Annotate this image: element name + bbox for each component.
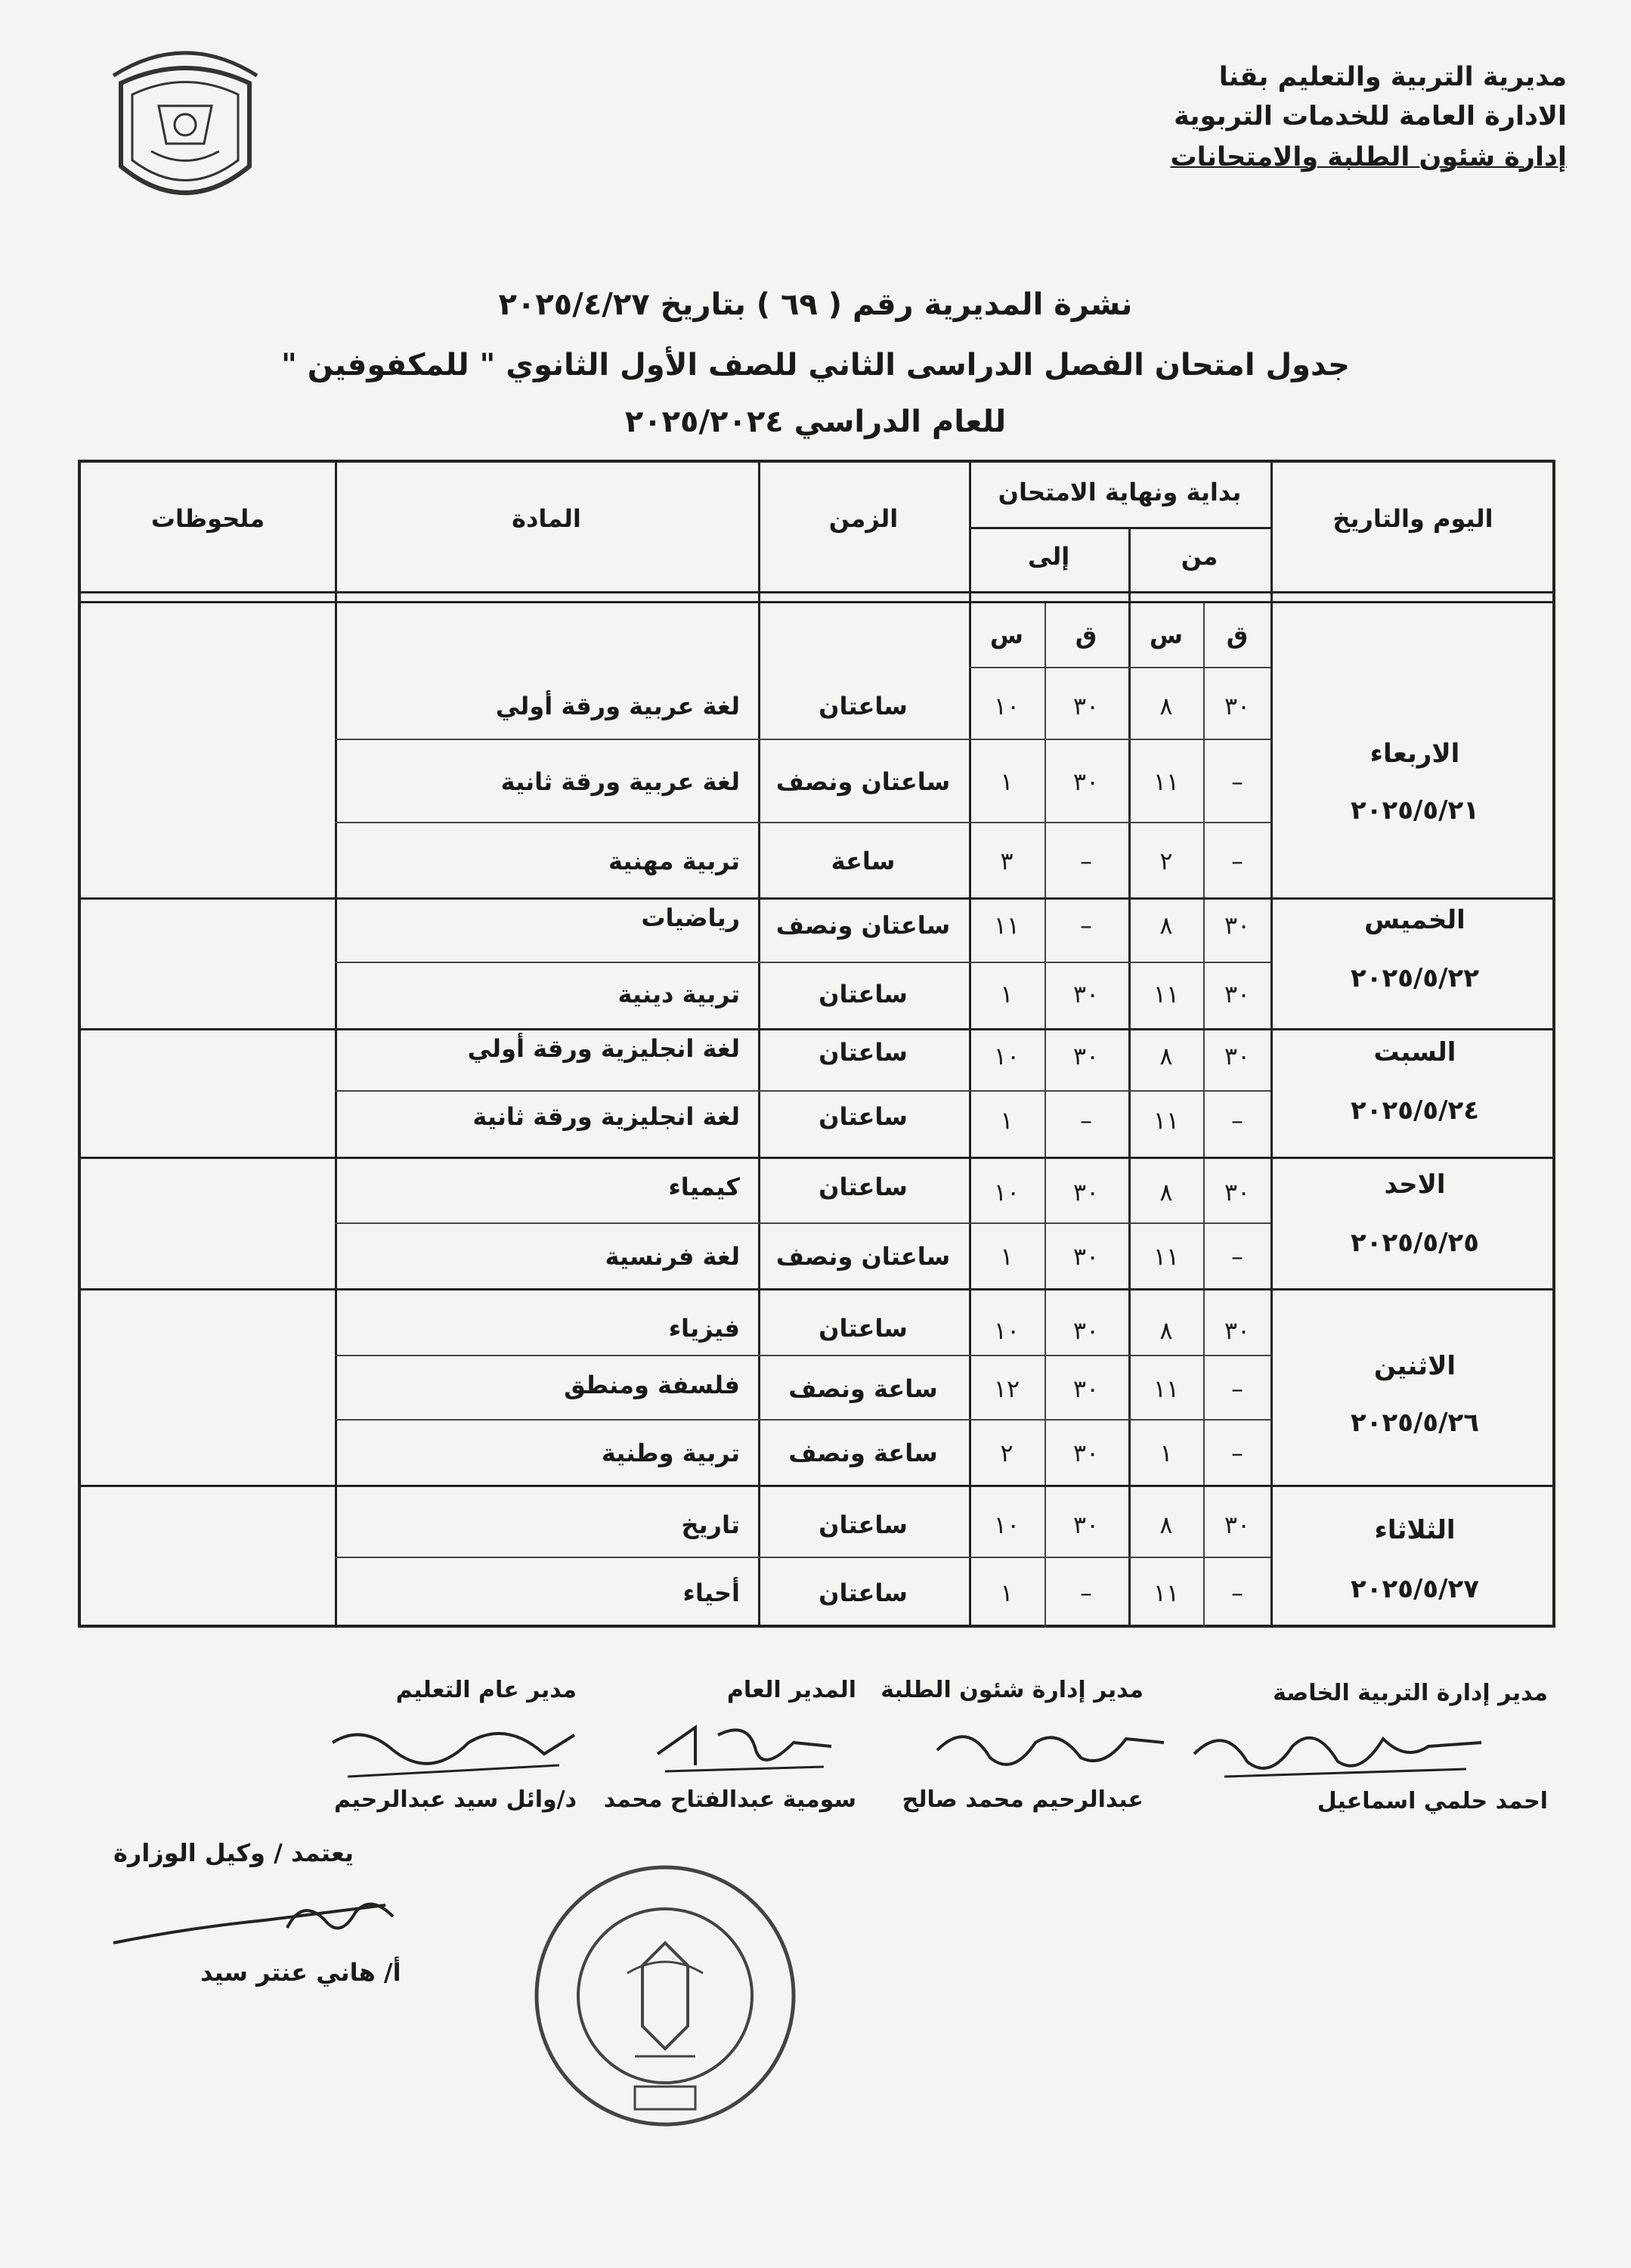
to-minute: – [1080, 847, 1092, 875]
signature-scribble [930, 1712, 1171, 1780]
to-minute: ٣٠ [1072, 1178, 1100, 1207]
exam-duration: ساعتان [819, 1173, 908, 1201]
schedule-title: جدول امتحان الفصل الدراسى الثاني للصف الأول الثانوي " للمكفوفين " [281, 348, 1350, 383]
header-notes: ملحوظات [150, 504, 265, 533]
to-hour: ١ [1000, 1242, 1014, 1271]
from-minute: – [1231, 767, 1243, 796]
to-hour: ٢ [1000, 1439, 1014, 1467]
to-hour: ١ [1000, 1579, 1014, 1607]
exam-subject: أحياء [682, 1579, 740, 1607]
to-hour: ١٠ [993, 1510, 1020, 1539]
to-hour: ١٠ [993, 1042, 1020, 1070]
to-minute: ٣٠ [1072, 1510, 1100, 1539]
approval-signature [98, 1875, 416, 1966]
from-hour: ١١ [1153, 1106, 1180, 1135]
header-from: من [1181, 542, 1218, 571]
exam-subject: كيمياء [668, 1173, 740, 1201]
ministry-logo-icon [91, 30, 280, 227]
from-minute: – [1231, 1242, 1243, 1271]
from-minute: – [1231, 847, 1243, 875]
exam-subject: تربية دينية [617, 980, 740, 1009]
exam-duration: ساعتان [819, 1038, 908, 1067]
from-minute: – [1231, 1579, 1243, 1607]
to-hour: ١ [1000, 1106, 1014, 1135]
day-name: الاثنين [1373, 1351, 1456, 1381]
from-hour: ٨ [1159, 911, 1173, 940]
from-hour: ٨ [1159, 692, 1173, 720]
to-minute: ٣٠ [1072, 1439, 1100, 1467]
exam-duration: ساعة ونصف [788, 1374, 938, 1403]
from-hour: ٨ [1159, 1316, 1173, 1345]
header-subject: المادة [512, 504, 581, 533]
exam-duration: ساعتان [819, 1314, 908, 1343]
day-name: الخميس [1364, 905, 1465, 935]
from-hour: ١١ [1153, 1242, 1180, 1271]
exam-duration: ساعتان [819, 1579, 908, 1607]
exam-duration: ساعتان [819, 692, 908, 720]
exam-subject: لغة انجليزية ورقة أولي [467, 1034, 740, 1063]
exam-duration: ساعتان [819, 1102, 908, 1131]
to-minute: ٣٠ [1072, 1374, 1100, 1403]
to-hour: ١ [1000, 767, 1014, 796]
signatory-name: د/وائل سيد عبدالرحيم [334, 1786, 577, 1813]
to-hour: ١٠ [993, 1178, 1020, 1207]
signatory-name: عبدالرحيم محمد صالح [902, 1786, 1144, 1813]
exam-duration: ساعة [831, 847, 896, 875]
header-day-date: اليوم والتاريخ [1332, 504, 1493, 533]
exam-subject: تاريخ [681, 1510, 740, 1539]
day-name: السبت [1373, 1037, 1456, 1067]
to-hour: ١ [1000, 980, 1014, 1009]
from-hour: ١١ [1153, 1579, 1180, 1607]
from-hour: ٨ [1159, 1510, 1173, 1539]
unit-hour: س [989, 621, 1024, 649]
exam-duration: ساعتان [819, 980, 908, 1009]
to-hour: ١٠ [993, 692, 1020, 720]
to-hour: ٣ [1000, 847, 1014, 875]
from-minute: ٣٠ [1224, 692, 1251, 720]
exam-subject: لغة عربية ورقة ثانية [500, 767, 740, 796]
to-minute: – [1080, 1106, 1092, 1135]
exam-subject: لغة فرنسية [605, 1242, 740, 1271]
unit-hour: س [1149, 621, 1184, 649]
exam-duration: ساعتان ونصف [775, 911, 951, 940]
header-start-end: بداية ونهاية الامتحان [998, 478, 1242, 507]
bulletin-title: نشرة المديرية رقم ( ٦٩ ) بتاريخ ٢٠٢٥/٤/٢٧ [498, 287, 1133, 322]
header-duration: الزمن [828, 504, 899, 533]
official-stamp-icon [529, 1860, 801, 2132]
day-date: ٢٠٢٥/٥/٢١ [1350, 795, 1480, 826]
signatory-name: احمد حلمي اسماعيل [1317, 1788, 1548, 1814]
day-date: ٢٠٢٥/٥/٢٧ [1350, 1574, 1480, 1604]
exam-duration: ساعتان ونصف [775, 767, 951, 796]
academic-year-title: للعام الدراسي ٢٠٢٥/٢٠٢٤ [624, 404, 1007, 439]
to-minute: ٣٠ [1072, 1242, 1100, 1271]
from-minute: – [1231, 1439, 1243, 1467]
exam-subject: لغة انجليزية ورقة ثانية [472, 1102, 740, 1131]
exam-duration: ساعة ونصف [788, 1439, 938, 1467]
from-minute: ٣٠ [1224, 1178, 1251, 1207]
signature-scribble [317, 1712, 590, 1788]
from-hour: ٨ [1159, 1042, 1173, 1070]
from-minute: ٣٠ [1224, 1316, 1251, 1345]
day-name: الثلاثاء [1374, 1515, 1456, 1545]
unit-minute: ق [1226, 621, 1249, 649]
signature-scribble [1179, 1709, 1496, 1792]
from-minute: – [1231, 1106, 1243, 1135]
general-administration-name: الادارة العامة للخدمات التربوية [1174, 101, 1567, 132]
signature-scribble [650, 1712, 846, 1780]
exam-subject: لغة عربية ورقة أولي [495, 692, 740, 720]
unit-minute: ق [1075, 621, 1097, 649]
exam-duration: ساعتان ونصف [775, 1242, 951, 1271]
exam-subject: فلسفة ومنطق [564, 1371, 740, 1399]
exams-administration-name: إدارة شئون الطلبة والامتحانات [1170, 142, 1567, 172]
day-name: الاحد [1384, 1170, 1446, 1200]
day-date: ٢٠٢٥/٥/٢٤ [1350, 1095, 1480, 1126]
approver-name: أ/ هاني عنتر سيد [200, 1958, 401, 1987]
to-hour: ١٢ [993, 1374, 1020, 1403]
day-date: ٢٠٢٥/٥/٢٥ [1350, 1228, 1480, 1258]
directorate-name: مديرية التربية والتعليم بقنا [1218, 62, 1567, 92]
from-hour: ١١ [1153, 767, 1180, 796]
to-minute: – [1080, 1579, 1092, 1607]
from-hour: ١١ [1153, 1374, 1180, 1403]
to-hour: ١١ [993, 911, 1020, 940]
from-hour: ١ [1159, 1439, 1173, 1467]
exam-duration: ساعتان [819, 1510, 908, 1539]
signature-title: مدير إدارة شئون الطلبة [880, 1677, 1144, 1703]
signature-title: مدير عام التعليم [395, 1677, 577, 1703]
from-hour: ٢ [1159, 847, 1173, 875]
exam-subject: فيزياء [668, 1314, 740, 1343]
from-minute: – [1231, 1374, 1243, 1403]
to-minute: ٣٠ [1072, 767, 1100, 796]
day-date: ٢٠٢٥/٥/٢٦ [1350, 1408, 1480, 1438]
to-minute: – [1080, 911, 1092, 940]
exam-subject: تربية مهنية [608, 847, 740, 875]
exam-schedule-table [78, 460, 1555, 1628]
day-date: ٢٠٢٥/٥/٢٢ [1350, 963, 1480, 993]
to-minute: ٣٠ [1072, 1042, 1100, 1070]
from-minute: ٣٠ [1224, 980, 1251, 1009]
from-minute: ٣٠ [1224, 1042, 1251, 1070]
signature-title: مدير إدارة التربية الخاصة [1273, 1680, 1548, 1706]
from-minute: ٣٠ [1224, 1510, 1251, 1539]
from-hour: ٨ [1159, 1178, 1173, 1207]
to-hour: ١٠ [993, 1316, 1020, 1345]
header-to: إلى [1027, 542, 1070, 571]
to-minute: ٣٠ [1072, 692, 1100, 720]
to-minute: ٣٠ [1072, 1316, 1100, 1345]
approval-title: يعتمد / وكيل الوزارة [113, 1839, 354, 1867]
exam-subject: رياضيات [641, 903, 740, 932]
signature-title: المدير العام [726, 1677, 856, 1703]
exam-subject: تربية وطنية [601, 1439, 740, 1467]
signatory-name: سومية عبدالفتاح محمد [603, 1786, 856, 1813]
day-name: الاربعاء [1369, 739, 1460, 769]
from-hour: ١١ [1153, 980, 1180, 1009]
from-minute: ٣٠ [1224, 911, 1251, 940]
to-minute: ٣٠ [1072, 980, 1100, 1009]
